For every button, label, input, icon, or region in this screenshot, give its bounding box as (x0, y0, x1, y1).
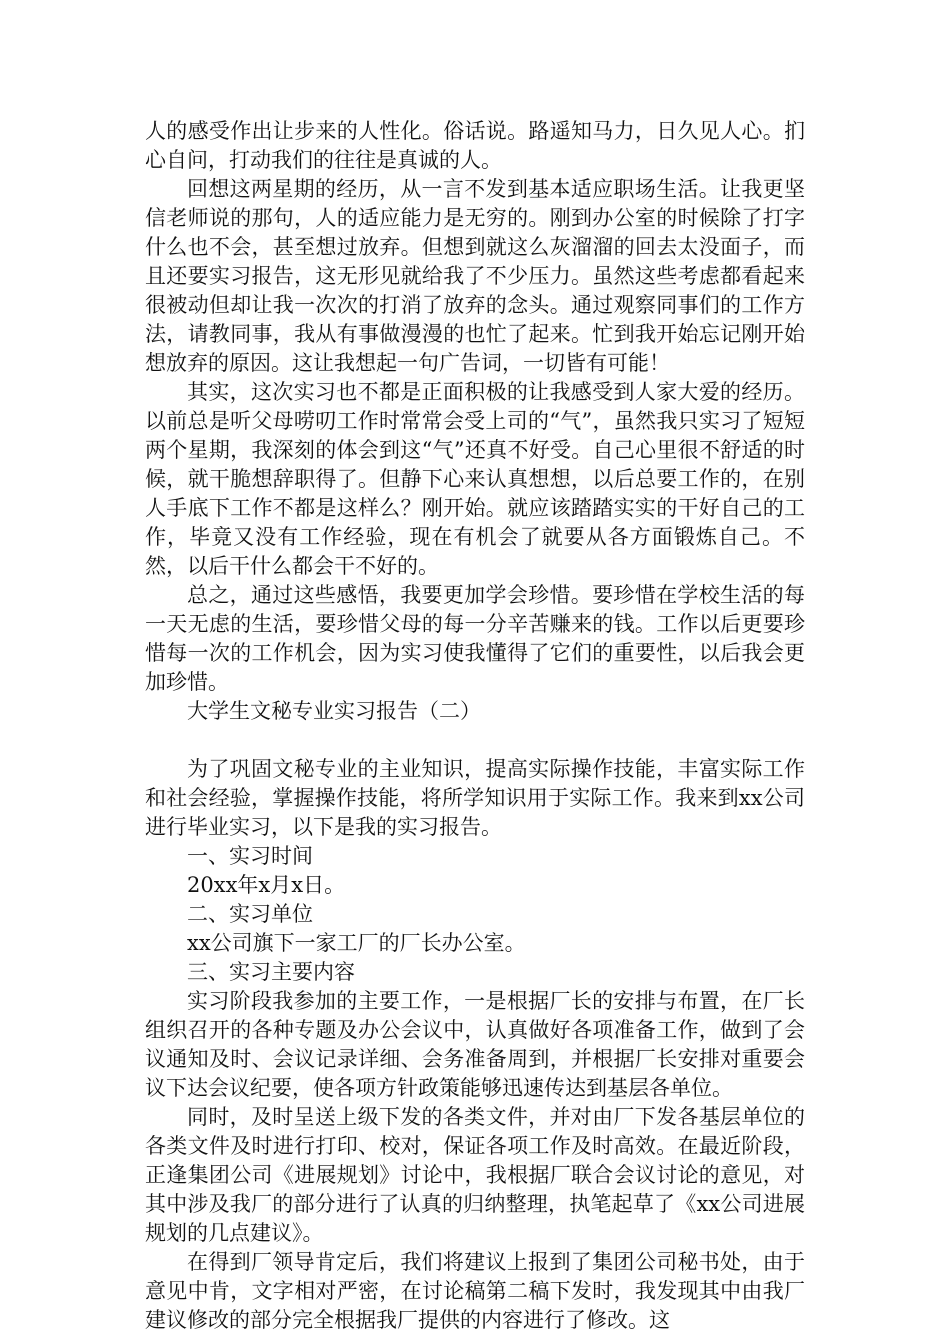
paragraph-reflection: 回想这两星期的经历，从一言不发到基本适应职场生活。让我更坚信老师说的那句，人的适应能力是无穷的。刚到办公室的时候除了打字什么也不会，甚至想过放弃。但想到就这么灰溜溜的回去太没面子，而且还要实习报告，这无形见就给我了不少压力。虽然这些考虑都看起来很被动但却让我一次次的打消了放弃的念头。通过观察同事们的工作方法，请教同事，我从有事做漫漫的也忙了起来。忙到我开始忘记刚开始想放弃的原因。这让我想起一句广告词，一切皆有可能！ (145, 177, 805, 375)
heading-main-content: 三、实习主要内容 (187, 960, 355, 984)
paragraph-documents: 同时，及时呈送上级下发的各类文件，并对由厂下发各基层单位的各类文件及时进行打印、校对，保证各项工作及时高效。在最近阶段，正逢集团公司《进展规划》讨论中，我根据厂联合会议讨论的意见，对其中涉及我厂的部分进行了认真的归纳整理，执笔起草了《xx公司进展规划的几点建议》。 (145, 1105, 805, 1245)
heading-internship-time: 一、实习时间 (187, 844, 313, 868)
paragraph-conclusion: 总之，通过这些感悟，我要更加学会珍惜。要珍惜在学校生活的每一天无虑的生活，要珍惜父母的每一分辛苦赚来的钱。工作以后更要珍惜每一次的工作机会，因为实习使我懂得了它们的重要性，以后我会更加珍惜。 (145, 583, 805, 694)
blank-line (145, 726, 805, 755)
paragraph-experience: 其实，这次实习也不都是正面积极的让我感受到人家大爱的经历。以前总是听父母唠叨工作时常常会受上司的“气”，虽然我只实习了短短两个星期，我深刻的体会到这“气”还真不好受。自己心里很不舒适的时候，就干脆想辞职得了。但静下心来认真想想，以后总要工作的，在别人手底下工作不都是这样么？刚开始。就应该踏踏实实的干好自己的工作，毕竟又没有工作经验，现在有机会了就要从各方面锻炼自己。不然，以后干什么都会干不好的。 (145, 380, 805, 578)
section-title: 大学生文秘专业实习报告（二） (187, 699, 481, 723)
paragraph-proposal: 在得到厂领导肯定后，我们将建议上报到了集团公司秘书处，由于意见中肯，文字相对严密，在讨论稿第二稿下发时，我发现其中由我厂建议修改的部分完全根据我厂提供的内容进行了修改。这 (145, 1250, 805, 1332)
paragraph-continuation: 人的感受作出让步来的人性化。俗话说。路遥知马力，日久见人心。扪心自问，打动我们的往往是真诚的人。 (145, 119, 805, 172)
internship-unit-value: xx公司旗下一家工厂的厂长办公室。 (187, 931, 526, 955)
paragraph-main-work: 实习阶段我参加的主要工作，一是根据厂长的安排与布置，在厂长组织召开的各种专题及办公会议中，认真做好各项准备工作，做到了会议通知及时、会议记录详细、会务准备周到，并根据厂长安排对重要会议下达会议纪要，使各项方针政策能够迅速传达到基层各单位。 (145, 989, 805, 1100)
internship-time-value: 20xx年x月x日。 (187, 873, 346, 897)
heading-internship-unit: 二、实习单位 (187, 902, 313, 926)
document-body (145, 117, 805, 1335)
paragraph-intro: 为了巩固文秘专业的主业知识，提高实际操作技能，丰富实际工作和社会经验，掌握操作技能，将所学知识用于实际工作。我来到xx公司进行毕业实习，以下是我的实习报告。 (145, 757, 805, 839)
